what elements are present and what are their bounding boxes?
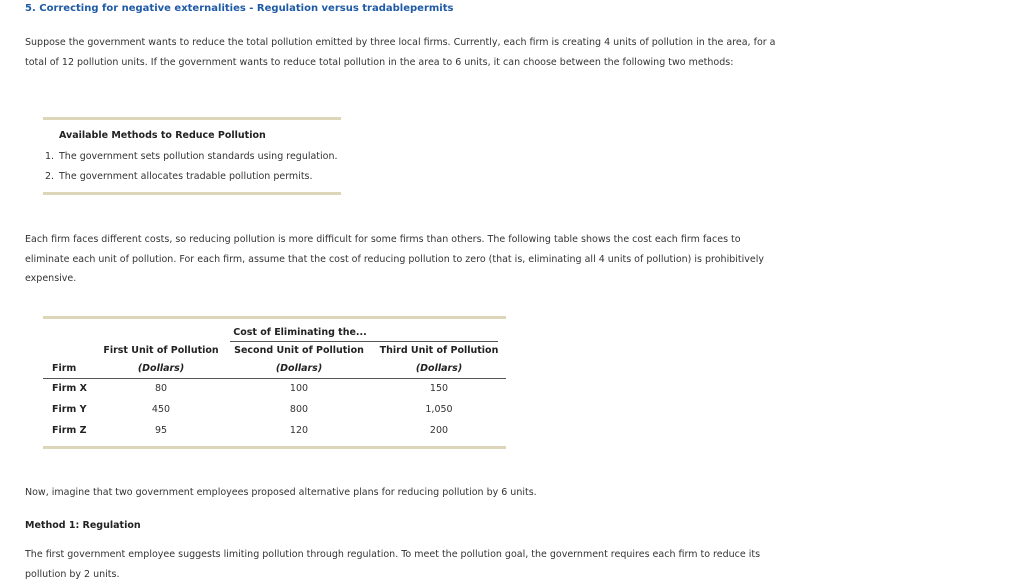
- method-item-text: The government sets pollution standards using regulation.: [59, 151, 338, 162]
- methods-box-title: Available Methods to Reduce Pollution: [59, 130, 266, 141]
- col-header-third: Third Unit of Pollution: [379, 345, 499, 356]
- table-cell: 150: [429, 383, 449, 394]
- table-cell: 800: [289, 404, 309, 415]
- table-cell: 450: [151, 404, 171, 415]
- table-bottom-rule: [43, 446, 506, 449]
- method-1-heading: Method 1: Regulation: [25, 520, 141, 531]
- col-header-firm: Firm: [52, 363, 77, 374]
- table-cell: 120: [289, 425, 309, 436]
- col-unit-second: (Dollars): [275, 363, 323, 374]
- page-title: 5. Correcting for negative externalities - Regulation versus tradablepermits: [25, 3, 454, 14]
- table-group-header: Cost of Eliminating the...: [233, 327, 367, 338]
- table-cell: 200: [429, 425, 449, 436]
- table-header-underline: [43, 378, 506, 379]
- col-unit-third: (Dollars): [415, 363, 463, 374]
- methods-box-bottom-rule: [43, 192, 341, 195]
- table-row-firm: Firm X: [52, 383, 87, 394]
- alt-plans-paragraph: Now, imagine that two government employees proposed alternative plans for reducing pollution by 6 units.: [25, 487, 537, 498]
- table-row-firm: Firm Z: [52, 425, 87, 436]
- table-top-rule: [43, 316, 506, 319]
- method-item-number: 2.: [45, 171, 55, 182]
- table-row-firm: Firm Y: [52, 404, 87, 415]
- col-unit-first: (Dollars): [137, 363, 185, 374]
- method-item-number: 1.: [45, 151, 55, 162]
- costs-paragraph: Each firm faces different costs, so reducing pollution is more difficult for some firms than others. The following table shows the cost each firm faces to eliminate each unit of pollution. For each firm, assume that the cost of reducing pollution to zero (that is, eliminating all 4 units of pollution) is prohibitively expensive.: [25, 234, 764, 284]
- method-1-paragraph: The first government employee suggests limiting pollution through regulation. To meet the pollution goal, the government requires each firm to reduce its pollution by 2 units.: [25, 549, 761, 580]
- methods-box-top-rule: [43, 117, 341, 120]
- table-cell: 1,050: [425, 404, 453, 415]
- method-item-2: [45, 171, 313, 182]
- method-item-text: The government allocates tradable pollution permits.: [59, 171, 313, 182]
- method-item-1: [45, 151, 338, 162]
- table-cell: 95: [154, 425, 168, 436]
- table-group-underline: [230, 341, 498, 342]
- table-cell: 80: [154, 383, 168, 394]
- table-cell: 100: [289, 383, 309, 394]
- intro-paragraph: Suppose the government wants to reduce the total pollution emitted by three local firms. Currently, each firm is creating 4 units of pollution in the area, for a total of 12 pollution units. If the government wants to reduce total pollution in the area to 6 units, it can choose between the following two methods:: [25, 37, 776, 68]
- col-header-second: Second Unit of Pollution: [234, 345, 364, 356]
- col-header-first: First Unit of Pollution: [103, 345, 219, 356]
